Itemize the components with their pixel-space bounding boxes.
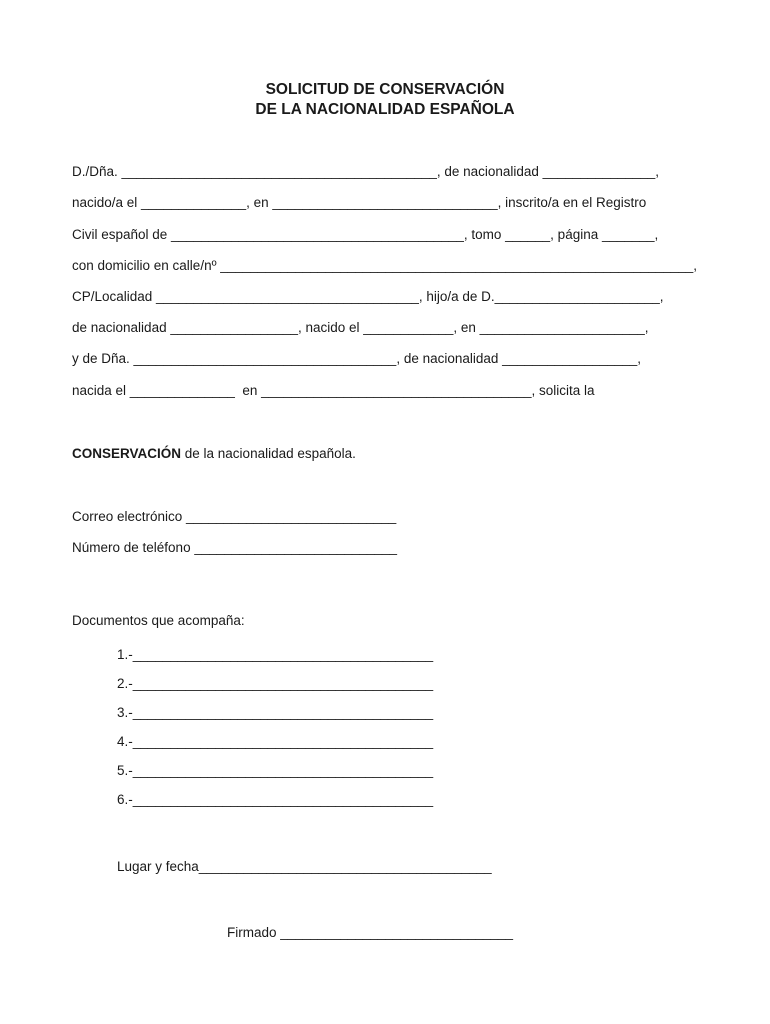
request-text: de la nacionalidad española. (181, 446, 356, 461)
document-item-1: 1.-________________________________________ (117, 647, 434, 662)
place-date-line: Lugar y fecha_______________________________________ (117, 859, 492, 874)
request-statement (72, 446, 356, 462)
form-line-mother-birth: nacida el ______________ en ____________________________________, solicita la (72, 383, 595, 398)
form-line-mother: y de Dña. ___________________________________, de nacionalidad __________________, (72, 351, 642, 366)
form-line-birth: nacido/a el ______________, en ______________________________, inscrito/a en el Registro (72, 195, 647, 210)
document-item-6: 6.-________________________________________ (117, 792, 434, 807)
document-item-5: 5.-________________________________________ (117, 763, 434, 778)
document-item-3: 3.-________________________________________ (117, 705, 434, 720)
document-title-line-2: DE LA NACIONALIDAD ESPAÑOLA (255, 101, 515, 118)
form-line-registry: Civil español de _______________________________________, tomo ______, página _______, (72, 227, 659, 242)
document-title-line-1: SOLICITUD DE CONSERVACIÓN (265, 81, 505, 98)
form-line-locality-father: CP/Localidad ___________________________________, hijo/a de D.______________________, (72, 289, 664, 304)
document-item-4: 4.-________________________________________ (117, 734, 434, 749)
email-field-line: Correo electrónico ____________________________ (72, 509, 397, 524)
phone-field-line: Número de teléfono ___________________________ (72, 540, 398, 555)
form-line-father-details: de nacionalidad _________________, nacido el ____________, en ______________________, (72, 320, 649, 335)
document-item-2: 2.-________________________________________ (117, 676, 434, 691)
request-keyword: CONSERVACIÓN (72, 446, 182, 461)
signature-line: Firmado _______________________________ (227, 925, 514, 940)
form-line-applicant: D./Dña. __________________________________________, de nacionalidad _______________, (72, 164, 660, 179)
documents-heading: Documentos que acompaña: (72, 613, 245, 628)
form-line-address: con domicilio en calle/nº _______________________________________________________________, (72, 258, 698, 273)
